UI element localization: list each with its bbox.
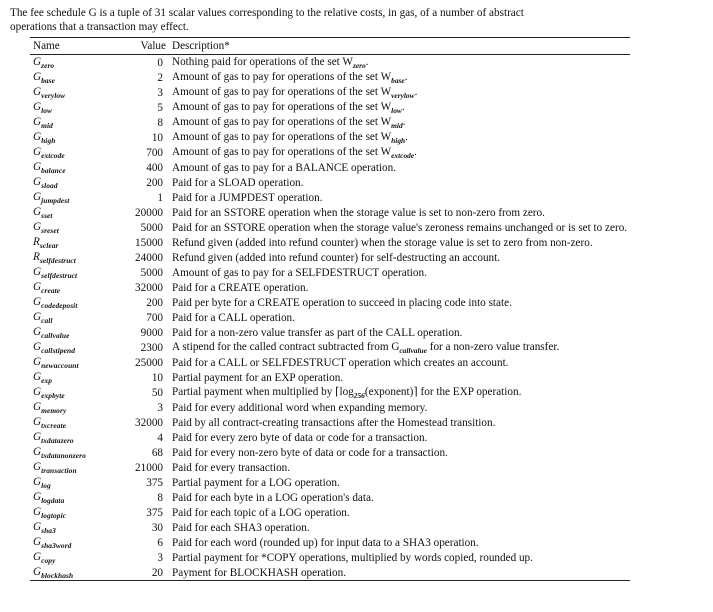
fee-symbol: G [33,521,42,533]
fee-subscript: mid [41,121,53,130]
fee-symbol: G [33,266,42,278]
fee-symbol: G [33,191,42,203]
fee-description [169,70,630,85]
fee-description [169,310,630,325]
fee-subscript: verylow [41,91,66,100]
fee-symbol: G [33,371,42,383]
fee-name [30,550,118,565]
fee-description [169,370,630,385]
description-text: Amount of gas to pay for operations of the set W [172,131,392,143]
fee-symbol: G [33,401,42,413]
fee-description [169,115,630,130]
table-row [30,235,630,250]
fee-value: 3 [157,551,163,564]
description-subscript: callvalue [399,346,427,355]
table-row [30,190,630,205]
table-row [30,340,630,355]
fee-value: 9000 [140,326,163,339]
fee-symbol: G [33,476,42,488]
description-text: Paid for an SSTORE operation when the storage value's zeroness remains unchanged or is set to zero. [172,221,628,234]
fee-symbol: G [33,326,42,338]
table-row [30,295,630,310]
fee-symbol: G [33,281,42,293]
fee-description [169,205,630,220]
fee-subscript: logtopic [41,511,67,520]
fee-value: 1 [157,191,163,204]
fee-value: 10 [151,371,163,384]
fee-symbol: G [33,386,42,398]
description-text: Amount of gas to pay for operations of the set W [172,86,392,98]
table-row [30,250,630,265]
fee-value: 25000 [135,356,163,369]
fee-subscript: sha3word [41,541,72,550]
fee-description [169,250,630,265]
fee-symbol: G [33,341,42,353]
table-row [30,535,630,550]
fee-subscript: selfdestruct [39,256,76,265]
fee-symbol: G [33,86,42,98]
fee-symbol: G [33,536,42,548]
table-row [30,475,630,490]
fee-value: 400 [146,161,163,174]
fee-value: 3 [157,401,163,414]
fee-symbol: G [33,311,42,323]
table-row [30,430,630,445]
fee-name [30,370,118,385]
fee-symbol: G [33,206,42,218]
fee-subscript: sload [41,181,58,190]
fee-name [30,295,118,310]
description-text: Paid for every transaction. [172,461,291,474]
fee-name [30,520,118,535]
fee-name [30,265,118,280]
fee-name [30,340,118,355]
fee-subscript: create [41,286,61,295]
table-row [30,355,630,370]
description-text: Amount of gas to pay for operations of the set W [172,146,392,158]
fee-value: 0 [157,56,163,69]
fee-name [30,190,118,205]
fee-name [30,220,118,235]
fee-value: 20 [118,565,169,581]
fee-symbol: G [33,176,42,188]
description-subscript: high [391,136,406,145]
fee-subscript: balance [41,166,66,175]
fee-symbol: G [33,116,42,128]
description-text: Payment for BLOCKHASH operation. [172,566,347,579]
fee-description [169,85,630,100]
table-row [30,490,630,505]
table-header [30,38,630,55]
fee-subscript: call [41,316,53,325]
description-text: Paid for a JUMPDEST operation. [172,191,323,204]
fee-description [169,130,630,145]
fee-name [30,490,118,505]
description-text: Refund given (added into refund counter) for self-destructing an account. [172,251,501,264]
fee-description [169,100,630,115]
fee-name [30,160,118,175]
fee-value: 20000 [135,206,163,219]
fee-description [169,160,630,175]
fee-name [30,130,118,145]
fee-subscript: memory [41,406,67,415]
fee-name [30,250,118,265]
fee-value: 21000 [135,461,163,474]
description-end: (exponent)⌉ for the EXP operation. [364,386,522,398]
description-text: Paid for each word (rounded up) for input data to a SHA3 operation. [172,536,479,549]
table-row [30,100,630,115]
fee-subscript: zero [41,61,55,70]
fee-subscript: jumpdest [41,196,70,205]
table-row [30,400,630,415]
fee-subscript: logdata [41,496,65,505]
description-text: Partial payment for a LOG operation. [172,476,340,489]
fee-description [169,355,630,370]
fee-subscript: sclear [39,241,59,250]
fee-symbol: R [33,251,40,263]
description-text: Paid for a CREATE operation. [172,281,309,294]
description-text: Paid for each topic of a LOG operation. [172,506,350,519]
fee-value: 15000 [135,236,163,249]
fee-symbol: G [33,446,42,458]
fee-symbol: G [33,146,42,158]
description-end: . [404,71,408,83]
header-description: Description* [169,38,630,55]
fee-symbol: G [33,101,42,113]
fee-subscript: copy [41,556,56,565]
fee-description [169,430,630,445]
caption-line-2: operations that a transaction may effect. [10,21,189,33]
fee-subscript: log [41,481,51,490]
fee-description [169,340,630,355]
table-row [30,280,630,295]
description-subscript: mid [391,121,403,130]
fee-name [30,145,118,160]
table-row [30,385,630,400]
description-subscript: low [391,106,402,115]
fee-value: 3 [157,86,163,99]
fee-subscript: low [41,106,53,115]
fee-value: 375 [146,476,163,489]
fee-symbol: G [33,296,42,308]
fee-name [30,385,118,400]
fee-subscript: expbyte [41,391,65,400]
caption-line-1: The fee schedule G is a tuple of 31 scalar values corresponding to the relative costs, in gas, of a number of abstract [10,7,524,19]
fee-value: 375 [146,506,163,519]
table-row [30,550,630,565]
fee-description [169,385,630,400]
header-value: Value [118,38,169,55]
fee-value: 2300 [140,341,163,354]
table-row [30,160,630,175]
description-text: Paid by all contract-creating transactions after the Homestead transition. [172,416,496,429]
table-row [30,70,630,85]
table-row [30,460,630,475]
fee-description [169,490,630,505]
fee-value: 700 [146,146,163,159]
fee-description [169,520,630,535]
description-text: Amount of gas to pay for operations of the set W [172,71,392,83]
table-row [30,130,630,145]
description-text: Amount of gas to pay for a SELFDESTRUCT operation. [172,266,427,279]
fee-symbol: G [33,56,42,68]
fee-value: 5 [157,101,163,114]
description-text: Nothing paid for operations of the set W [172,56,353,68]
fee-schedule-table [30,37,630,581]
description-end: . [414,86,418,98]
fee-value: 6 [157,536,163,549]
fee-subscript: codedeposit [41,301,78,310]
fee-value: 68 [151,446,163,459]
fee-value: 24000 [135,251,163,264]
fee-description [169,565,630,581]
fee-value: 8 [157,116,163,129]
fee-description [169,235,630,250]
description-subscript: verylow [391,91,415,100]
description-text: Paid for each byte in a LOG operation's data. [172,491,374,504]
fee-value: 10 [151,131,163,144]
fee-symbol: G [33,431,42,443]
fee-description [169,175,630,190]
fee-symbol: R [33,236,40,248]
fee-value: 200 [146,296,163,309]
fee-name [30,325,118,340]
fee-name [30,205,118,220]
fee-subscript: base [41,76,56,85]
description-text: Paid for every zero byte of data or code for a transaction. [172,431,428,444]
fee-description [169,145,630,160]
table-row [30,370,630,385]
fee-value: 32000 [135,281,163,294]
fee-subscript: newaccount [41,361,79,370]
fee-name [30,415,118,430]
fee-symbol: G [33,416,42,428]
fee-description [169,400,630,415]
fee-description [169,280,630,295]
fee-symbol: G [33,506,42,518]
description-text: Paid for every non-zero byte of data or code for a transaction. [172,446,448,459]
table-row [30,175,630,190]
fee-description [169,265,630,280]
fee-description [169,475,630,490]
table-row [30,220,630,235]
description-subscript: extcode [391,151,415,160]
description-text: A stipend for the called contract subtracted from G [172,341,400,353]
fee-subscript: txcreate [41,421,67,430]
description-subscript: base [391,76,405,85]
fee-description [169,295,630,310]
fee-subscript: transaction [41,466,77,475]
description-text: Paid for a CALL operation. [172,311,295,324]
fee-value: 30 [151,521,163,534]
fee-description [169,445,630,460]
fee-name [30,310,118,325]
fee-name [30,475,118,490]
header-row [30,38,630,55]
fee-subscript: selfdestruct [41,271,78,280]
table-body [30,55,630,581]
table-row [30,205,630,220]
fee-subscript: high [41,136,56,145]
fee-symbol: G [33,161,42,173]
table-row [30,445,630,460]
table-row [30,55,630,71]
description-text: Paid for a non-zero value transfer as part of the CALL operation. [172,326,463,339]
fee-subscript: sset [41,211,53,220]
fee-name [30,565,118,581]
fee-subscript: txdatanonzero [41,451,86,460]
description-subscript: 256 [353,391,365,400]
table-row [30,145,630,160]
fee-symbol: G [33,491,42,503]
fee-symbol: G [33,551,42,563]
fee-subscript: sha3 [41,526,56,535]
description-text: Partial payment for *COPY operations, multiplied by words copied, rounded up. [172,551,533,564]
fee-name [30,535,118,550]
description-subscript: zero [352,61,366,70]
description-end: . [405,131,408,143]
fee-symbol: G [33,461,42,473]
fee-value: 4 [157,431,163,444]
description-text: Paid for every additional word when expanding memory. [172,401,428,414]
fee-value: 5000 [140,221,163,234]
fee-subscript: exp [41,376,53,385]
fee-value: 8 [157,491,163,504]
fee-name [30,460,118,475]
description-end: . [414,146,417,158]
description-end: . [402,116,406,128]
fee-value: 5000 [140,266,163,279]
description-text: Paid for a SLOAD operation. [172,176,304,189]
fee-name [30,100,118,115]
header-name: Name [30,38,118,55]
table-row [30,265,630,280]
fee-name [30,175,118,190]
fee-symbol: G [33,356,42,368]
fee-description [169,190,630,205]
fee-description [169,505,630,520]
table-row [30,85,630,100]
fee-subscript: sreset [41,226,59,235]
fee-name [30,70,118,85]
table-row [30,310,630,325]
fee-name [30,235,118,250]
fee-symbol: G [33,131,42,143]
description-text: Paid per byte for a CREATE operation to succeed in placing code into state. [172,296,512,309]
fee-subscript: blockhash [41,571,74,580]
fee-name [30,400,118,415]
description-text: Partial payment for an EXP operation. [172,371,344,384]
table-row [30,415,630,430]
fee-subscript: callvalue [41,331,70,340]
fee-description [169,460,630,475]
fee-description [169,535,630,550]
description-text: Partial payment when multiplied by ⌈log [172,386,354,398]
fee-name [30,85,118,100]
table-row [30,520,630,535]
fee-value: 2 [157,71,163,84]
fee-subscript: extcode [41,151,65,160]
fee-name [30,430,118,445]
fee-description [169,325,630,340]
description-end: for a non-zero value transfer. [426,341,560,353]
fee-value: 200 [146,176,163,189]
fee-name [30,445,118,460]
fee-name [30,355,118,370]
fee-description [169,415,630,430]
table-row [30,505,630,520]
fee-name [30,115,118,130]
table-row [30,115,630,130]
fee-name [30,280,118,295]
description-text: Paid for a CALL or SELFDESTRUCT operation which creates an account. [172,356,509,369]
fee-symbol: G [33,71,42,83]
table-row [30,565,630,581]
description-end: . [365,56,369,68]
fee-subscript: callstipend [41,346,76,355]
description-text: Paid for each SHA3 operation. [172,521,310,534]
fee-value: 32000 [135,416,163,429]
description-text: Amount of gas to pay for operations of the set W [172,101,392,113]
fee-description [169,55,630,71]
fee-name [30,55,118,71]
table-row [30,325,630,340]
fee-symbol: G [33,566,42,578]
fee-description [169,550,630,565]
fee-value: 50 [151,386,163,399]
fee-description [169,220,630,235]
description-text: Amount of gas to pay for operations of the set W [172,116,392,128]
table-caption [10,6,710,34]
fee-subscript: txdatazero [41,436,74,445]
description-text: Refund given (added into refund counter) when the storage value is set to zero from non-zero. [172,236,593,249]
fee-symbol: G [33,221,42,233]
description-text: Amount of gas to pay for a BALANCE operation. [172,161,397,174]
fee-name [30,505,118,520]
description-text: Paid for an SSTORE operation when the storage value is set to non-zero from zero. [172,206,545,219]
fee-value: 700 [146,311,163,324]
description-end: . [401,101,405,113]
